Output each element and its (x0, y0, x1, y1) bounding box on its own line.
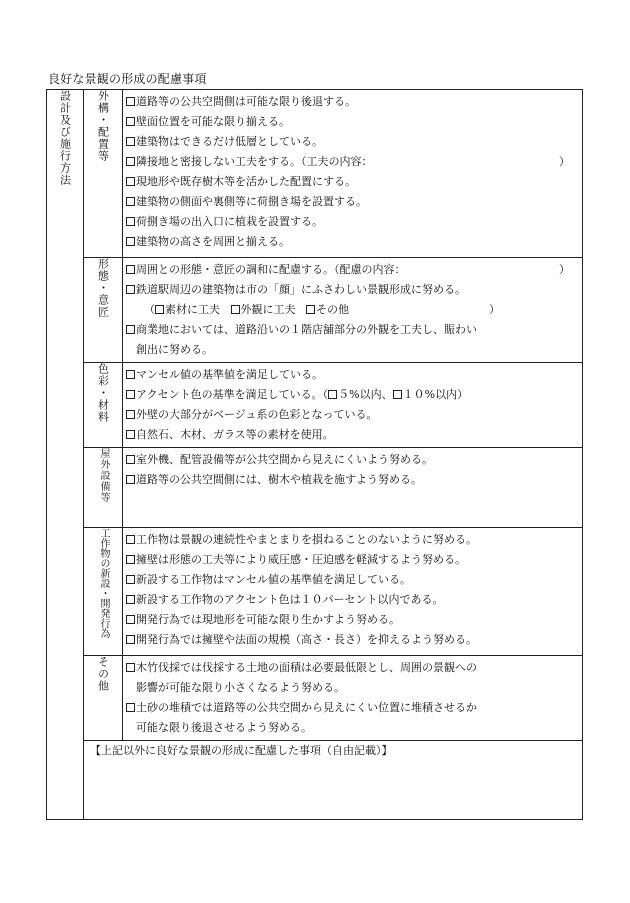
checkbox[interactable] (126, 430, 135, 439)
list-item: 建築物の高さを周囲と揃える。 (126, 232, 582, 252)
list-item: 自然石、木材、ガラス等の素材を使用。 (126, 425, 582, 445)
sub-options: （ 素材に工夫 外観に工夫 その他 ） (144, 303, 500, 316)
checkbox[interactable] (126, 595, 135, 604)
section-sonota (47, 656, 583, 741)
checkbox[interactable] (126, 217, 135, 226)
list-item: 壁面位置を可能な限り揃える。 (126, 112, 582, 132)
category-cell (84, 656, 123, 741)
checkbox[interactable] (126, 325, 135, 334)
list-item-continuation: 可能な限り後退させるよう努める。 (136, 721, 312, 734)
checkbox[interactable] (126, 703, 135, 712)
checkbox[interactable] (126, 177, 135, 186)
list-item: 現地形や既存樹木等を活かした配置にする。 (126, 172, 582, 192)
category-label-shikisai: 色彩・材料 (96, 363, 110, 423)
list-item: 室外機、配管設備等が公共空間から見えにくいよう努める。 (126, 450, 582, 470)
considerations-table (46, 89, 583, 820)
outer-label: 設計及び施行方法 (58, 90, 72, 186)
checkbox[interactable] (126, 575, 135, 584)
category-cell (84, 528, 123, 656)
checkbox[interactable] (231, 305, 240, 314)
list-item: 道路等の公共空間側には、樹木や植栽を施すよう努める。 (126, 470, 582, 490)
section-keitai (47, 258, 583, 363)
list-item-continuation: 創出に努める。 (136, 343, 213, 356)
checkbox[interactable] (126, 410, 135, 419)
checkbox[interactable] (126, 555, 135, 564)
list-item: 新設する工作物のアクセント色は１０パーセント以内である。 (126, 590, 582, 610)
checkbox[interactable] (126, 390, 135, 399)
checkbox[interactable] (306, 305, 315, 314)
list-item: 建築物はできるだけ低層としている。 (126, 132, 582, 152)
list-item: 周囲との形態・意匠の調和に配慮する。（配慮の内容： ） (126, 260, 582, 280)
checkbox[interactable] (126, 237, 135, 246)
list-item: 外壁の大部分がベージュ系の色彩となっている。 (126, 405, 582, 425)
section-okugai (47, 448, 583, 528)
list-item: マンセル値の基準値を満足している。 (126, 365, 582, 385)
list-item: 開発行為では擁壁や法面の規模（高さ・長さ）を抑えるよう努める。 (126, 630, 582, 650)
checkbox[interactable] (126, 635, 135, 644)
list-item: 新設する工作物はマンセル値の基準値を満足している。 (126, 570, 582, 590)
category-cell (84, 90, 123, 258)
page-title: 良好な景観の形成の配慮事項 (48, 72, 207, 86)
list-item: アクセント色の基準を満足している。（ ５%以内、 １０%以内） (126, 385, 582, 405)
category-label-keitai: 形態・意匠 (96, 258, 110, 318)
checkbox[interactable] (126, 117, 135, 126)
items-cell (123, 528, 583, 656)
free-text-cell[interactable] (84, 741, 583, 820)
items-cell (123, 258, 583, 363)
checkbox[interactable] (126, 370, 135, 379)
checkbox[interactable] (126, 615, 135, 624)
list-item: 荷捌き場の出入口に植栽を設置する。 (126, 212, 582, 232)
items-cell (123, 448, 583, 528)
list-item: 擁壁は形態の工夫等により威圧感・圧迫感を軽減するよう努める。 (126, 550, 582, 570)
items-cell (123, 90, 583, 258)
checkbox[interactable] (126, 97, 135, 106)
list-item: 隣接地と密接しない工夫をする。（工夫の内容： ） (126, 152, 582, 172)
list-item: 鉄道駅周辺の建築物は市の「顔」にふさわしい景観形成に努める。 (126, 280, 582, 300)
category-label-kousaku: 工作物の新設・開発行為 (98, 528, 109, 638)
list-item: 道路等の公共空間側は可能な限り後退する。 (126, 92, 582, 112)
list-item: 木竹伐採では伐採する土地の面積は必要最低限とし、周囲の景観への (126, 658, 582, 678)
checkbox[interactable] (126, 663, 135, 672)
items-cell (123, 656, 583, 741)
category-label-okugai: 屋外設備等 (98, 448, 109, 503)
category-cell (84, 363, 123, 448)
category-cell (84, 448, 123, 528)
checkbox[interactable] (126, 535, 135, 544)
section-free-text (47, 741, 583, 820)
list-item: 土砂の堆積では道路等の公共空間から見えにくい位置に堆積させるか (126, 698, 582, 718)
free-text-label: 【上記以外に良好な景観の形成に配慮した事項（自由記載）】 (90, 744, 393, 757)
list-item: 開発行為では現地形を可能な限り生かすよう努める。 (126, 610, 582, 630)
checkbox[interactable] (126, 475, 135, 484)
list-item: 建築物の側面や裏側等に荷捌き場を設置する。 (126, 192, 582, 212)
checkbox[interactable] (328, 390, 337, 399)
section-shikisai (47, 363, 583, 448)
checkbox[interactable] (126, 197, 135, 206)
checkbox[interactable] (126, 137, 135, 146)
list-item: 商業地においては、道路沿いの１階店舗部分の外観を工夫し、賑わい (126, 320, 582, 340)
list-item-continuation: 影響が可能な限り小さくなるよう努める。 (136, 681, 345, 694)
category-label-gaikou: 外構・配置等 (96, 90, 110, 162)
checkbox[interactable] (126, 265, 135, 274)
close-paren: ） (559, 155, 570, 168)
outer-label-cell (47, 90, 84, 820)
checkbox[interactable] (393, 390, 402, 399)
category-cell (84, 258, 123, 363)
checkbox[interactable] (126, 285, 135, 294)
section-kousaku (47, 528, 583, 656)
checkbox[interactable] (155, 305, 164, 314)
checkbox[interactable] (126, 157, 135, 166)
list-item: 工作物は景観の連続性やまとまりを損ねることのないように努める。 (126, 530, 582, 550)
checkbox[interactable] (126, 455, 135, 464)
category-label-sonota: その他 (96, 656, 110, 692)
section-gaikou (47, 90, 583, 258)
items-cell (123, 363, 583, 448)
